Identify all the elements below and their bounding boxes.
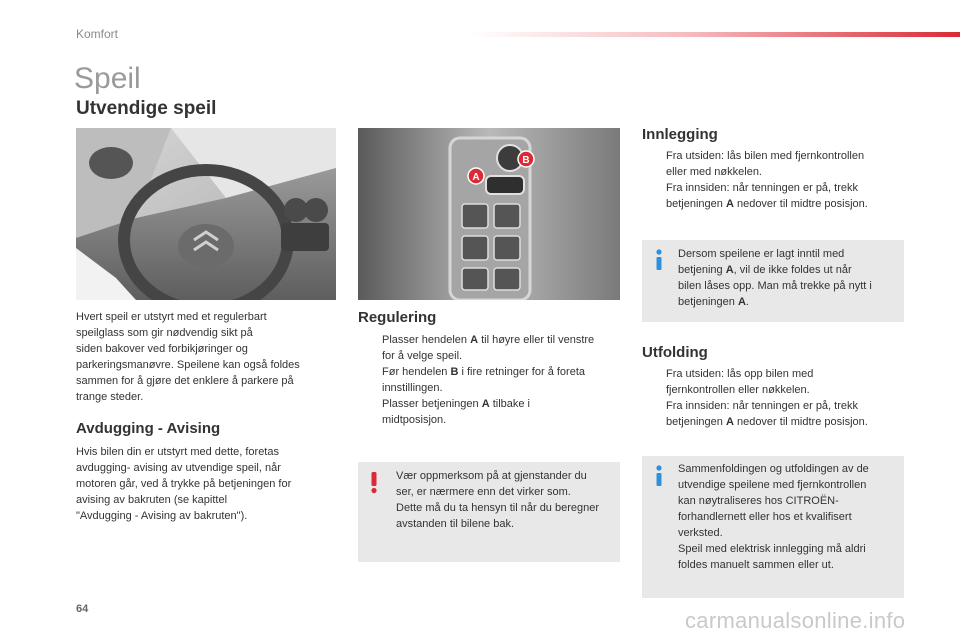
utfolding-list (642, 366, 906, 430)
car-interior-photo (76, 128, 336, 300)
section-title: Utvendige speil (76, 98, 217, 119)
watermark: carmanualsonline.info (685, 608, 906, 633)
callout-b-label: B (522, 155, 530, 166)
info-note-folded: Dersom speilene er lagt inntil med betjening A, vil de ikke foldes ut når bilen låses opp. Man må trekke på nytt i betjeningen A. (642, 240, 904, 322)
page-number: 64 (76, 603, 89, 615)
list-item: Før hendelen B i fire retninger for å foreta innstillingen. (382, 366, 585, 394)
defog-heading: Avdugging - Avising (76, 420, 221, 437)
list-item: Plasser hendelen A til høyre eller til venstre for å velge speil. (382, 334, 595, 362)
info-icon (653, 249, 665, 271)
list-item: Fra innsiden: når tenningen er på, trekk betjeningen A nedover til midtre posisjon. (666, 400, 868, 428)
innlegging-list (642, 148, 906, 212)
regulering-heading: Regulering (358, 309, 437, 326)
list-item: Fra utsiden: lås bilen med fjernkontrollen eller med nøkkelen. (666, 150, 865, 178)
innlegging-heading: Innlegging (642, 126, 718, 143)
intro-paragraph: Hvert speil er utstyrt med et regulerbart speilglass som gir nødvendig sikt på siden bakover ved forbikjøringer og parkeringsmanøvre. Speilene kan også foldes sammen for å gjøre det enklere å parkere på trange steder. (76, 311, 300, 403)
warning-note: Vær oppmerksom på at gjenstander du ser, er nærmere enn det virker som. Dette må du ta hensyn til når du beregner avstanden til bilene bak. (358, 462, 620, 562)
list-item: Fra innsiden: når tenningen er på, trekk betjeningen A nedover til midtre posisjon. (666, 182, 868, 210)
header-accent-bar (470, 32, 960, 37)
info-note-neutralise: Sammenfoldingen og utfoldingen av de utvendige speilene med fjernkontrollen kan nøytraliseres hos CITROËN- forhandlernett eller hos et kvalifisert verksted. Speil med elektrisk innlegging må aldri foldes manuelt sammen eller ut. (642, 456, 904, 598)
regulering-list (358, 332, 622, 428)
defog-paragraph: Hvis bilen din er utstyrt med dette, foretas avdugging- avising av utvendige speil, når motoren går, ved å trykke på betjeningen for avising av bakruten (se kapittel "Avdugging - Avising av bakruten"). (76, 446, 292, 522)
running-header: Komfort (76, 27, 119, 41)
exclamation-icon (366, 470, 382, 494)
page-title: Speil (74, 62, 141, 95)
callout-a-label: A (472, 172, 480, 183)
list-item: Fra utsiden: lås opp bilen med fjernkontrollen eller nøkkelen. (666, 368, 814, 396)
utfolding-heading: Utfolding (642, 344, 708, 361)
mirror-control-photo (358, 128, 620, 300)
info-icon (653, 465, 665, 487)
list-item: Plasser betjeningen A tilbake i midtposisjon. (382, 398, 530, 426)
